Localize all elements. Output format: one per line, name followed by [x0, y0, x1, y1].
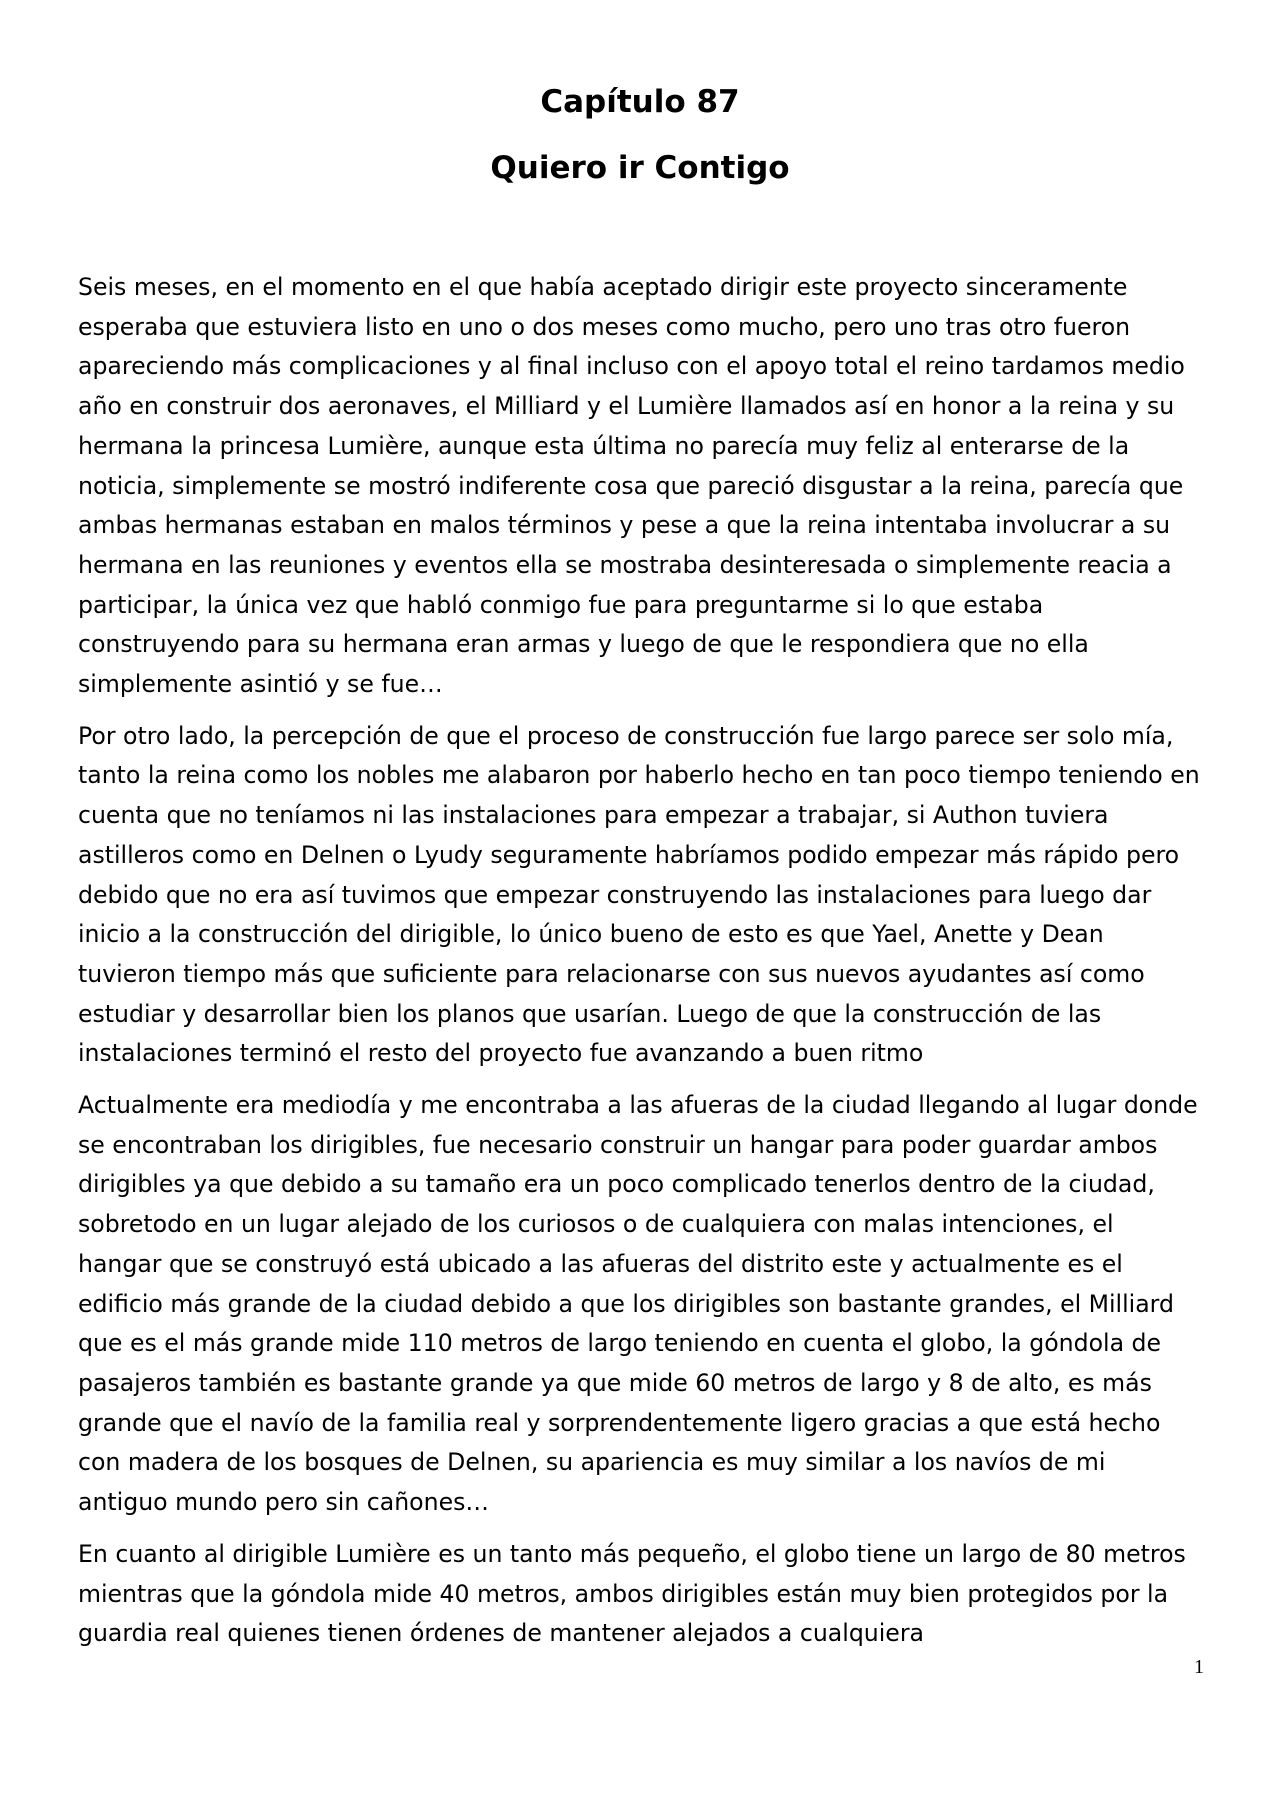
- paragraph-4: En cuanto al dirigible Lumière es un tanto más pequeño, el globo tiene un largo de 80 metros mientras que la góndola mide 40 metros, ambos dirigibles están muy bien protegidos por la guardia real quienes tienen órdenes de mantener alejados a cualquiera: [78, 1539, 1186, 1648]
- paragraph-3: Actualmente era mediodía y me encontraba a las afueras de la ciudad llegando al lugar donde se encontraban los dirigibles, fue necesario construir un hangar para poder guardar ambos dirigibles ya que debido a su tamaño era un poco complicado tenerlos dentro de la ciudad, sobretodo en un lugar alejado de los curiosos o de cualquiera con malas intenciones, el hangar que se construyó está ubicado a las afueras del distrito este y actualmente es el edificio más grande de la ciudad debido a que los dirigibles son bastante grandes, el Milliard que es el más grande mide 110 metros de largo teniendo en cuenta el globo, la góndola de pasajeros también es bastante grande ya que mide 60 metros de largo y 8 de alto, es más grande que el navío de la familia real y sorprendentemente ligero gracias a que está hecho con madera de los bosques de Delnen, su apariencia es muy similar a los navíos de mi antiguo mundo pero sin cañones…: [78, 1091, 1198, 1517]
- paragraph-1: Seis meses, en el momento en el que había aceptado dirigir este proyecto sinceramente esperaba que estuviera listo en uno o dos meses como mucho, pero uno tras otro fueron apareciendo más complicaciones y al final incluso con el apoyo total el reino tardamos medio año en construir dos aeronaves, el Milliard y el Lumière llamados así en honor a la reina y su hermana la princesa Lumière, aunque esta última no parecía muy feliz al enterarse de la noticia, simplemente se mostró indiferente cosa que pareció disgustar a la reina, parecía que ambas hermanas estaban en malos términos y pese a que la reina intentaba involucrar a su hermana en las reuniones y eventos ella se mostraba desinteresada o simplemente reacia a participar, la única vez que habló conmigo fue para preguntarme si lo que estaba construyendo para su hermana eran armas y luego de que le respondiera que no ella simplemente asintió y se fue…: [78, 273, 1185, 699]
- chapter-subtitle: Quiero ir Contigo: [490, 150, 790, 186]
- page-number: 1: [1194, 1656, 1204, 1678]
- paragraph-2: Por otro lado, la percepción de que el proceso de construcción fue largo parece ser solo mía, tanto la reina como los nobles me alabaron por haberlo hecho en tan poco tiempo teniendo en cuenta que no teníamos ni las instalaciones para empezar a trabajar, si Authon tuviera astilleros como en Delnen o Lyudy seguramente habríamos podido empezar más rápido pero debido que no era así tuvimos que empezar construyendo las instalaciones para luego dar inicio a la construcción del dirigible, lo único bueno de esto es que Yael, Anette y Dean tuvieron tiempo más que suficiente para relacionarse con sus nuevos ayudantes así como estudiar y desarrollar bien los planos que usarían. Luego de que la construcción de las instalaciones terminó el resto del proyecto fue avanzando a buen ritmo: [78, 721, 1200, 1068]
- body-text: [78, 268, 1202, 1666]
- chapter-title: Capítulo 87: [540, 84, 740, 120]
